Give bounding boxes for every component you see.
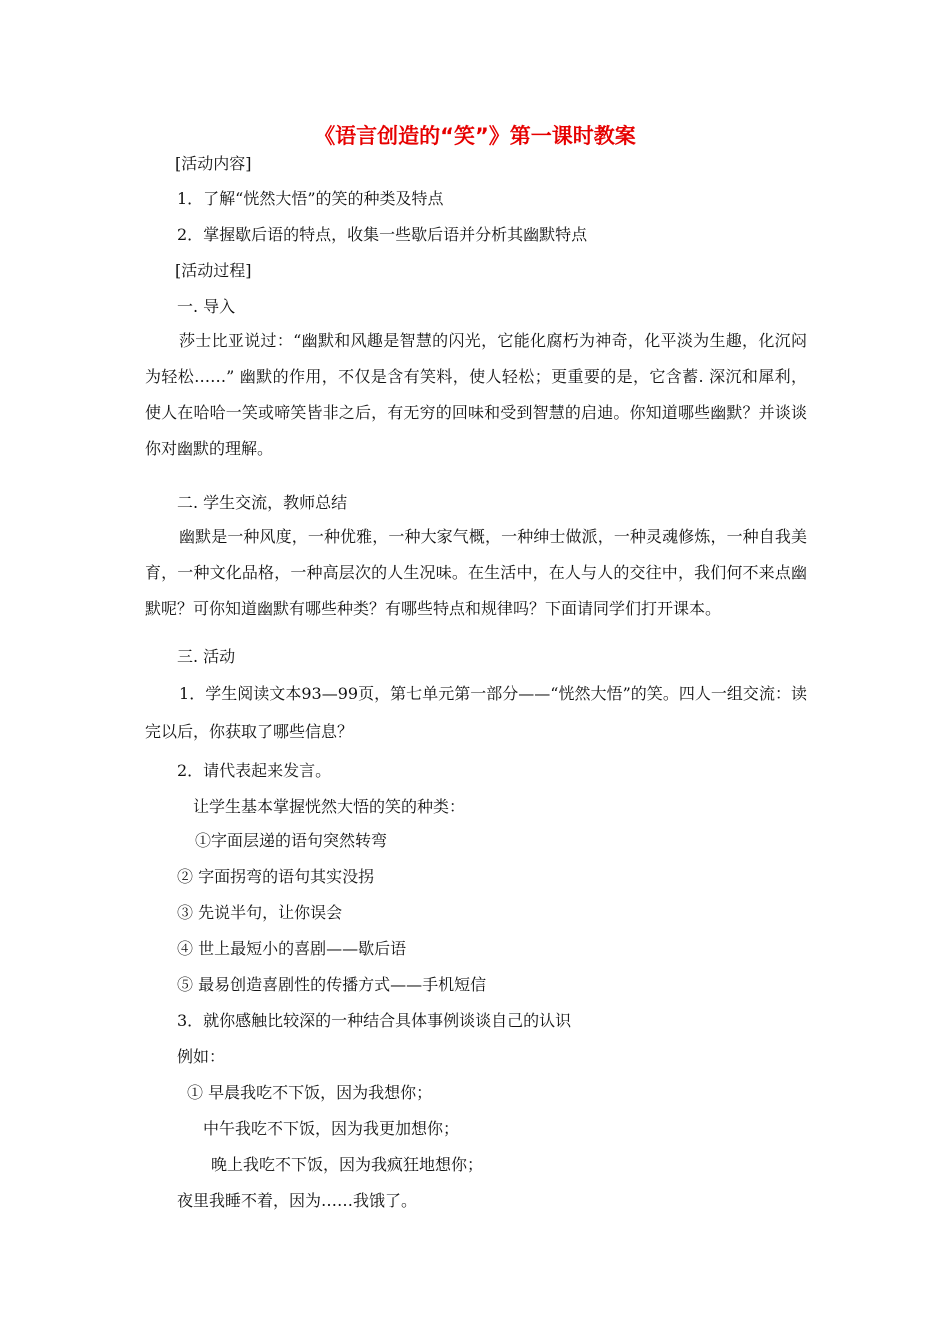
activity-heading: 三. 活动 (177, 647, 236, 666)
section-heading-process: [活动过程] (175, 261, 252, 280)
example-line: 中午我吃不下饭，因为我更加想你； (203, 1119, 460, 1138)
types-intro: 让学生基本掌握恍然大悟的笑的种类： (193, 797, 466, 816)
activity-item-1: 1．学生阅读文本93—99页，第七单元第一部分——“恍然大悟”的笑。四人一组交流：读完以后，你获取了哪些信息？ (145, 684, 807, 741)
content-item: 2．掌握歇后语的特点，收集一些歇后语并分析其幽默特点 (177, 225, 588, 244)
activity-item-2: 2．请代表起来发言。 (177, 761, 332, 780)
intro-paragraph: 莎士比亚说过：“幽默和风趣是智慧的闪光，它能化腐朽为神奇，化平淡为生趣，化沉闷为轻松……” 幽默的作用，不仅是含有笑料，使人轻松；更重要的是，它含蓄. 深沉和犀利，使人在哈哈一笑或啼笑皆非之后，有无穷的回味和受到智慧的启迪。你知道哪些幽默？并谈谈你对幽默的理解。 (145, 331, 807, 458)
example-line: 夜里我睡不着，因为……我饿了。 (177, 1191, 418, 1210)
type-item: ⑤ 最易创造喜剧性的传播方式——手机短信 (177, 975, 487, 994)
type-item: ①字面层递的语句突然转弯 (195, 831, 388, 850)
exchange-paragraph: 幽默是一种风度，一种优雅，一种大家气概，一种绅士做派，一种灵魂修炼，一种自我美育，一种文化品格，一种高层次的人生况味。在生活中，在人与人的交往中，我们何不来点幽默呢？可你知道幽默有哪些种类？有哪些特点和规律吗？下面请同学们打开课本。 (145, 527, 807, 618)
type-item: ③ 先说半句，让你误会 (177, 903, 343, 922)
activity-item-3: 3．就你感触比较深的一种结合具体事例谈谈自己的认识 (177, 1011, 572, 1030)
type-item: ④ 世上最短小的喜剧——歇后语 (177, 939, 407, 958)
section-heading-content: [活动内容] (175, 154, 252, 173)
intro-heading: 一. 导入 (177, 297, 236, 316)
exchange-heading: 二. 学生交流，教师总结 (177, 493, 348, 512)
example-line: ① 早晨我吃不下饭，因为我想你； (187, 1083, 433, 1102)
type-item: ② 字面拐弯的语句其实没拐 (177, 867, 375, 886)
example-label: 例如： (177, 1047, 226, 1066)
example-line: 晚上我吃不下饭，因为我疯狂地想你； (211, 1155, 484, 1174)
document-title: 《语言创造的“笑”》第一课时教案 (314, 124, 636, 148)
content-item: 1．了解“恍然大悟”的笑的种类及特点 (177, 189, 444, 208)
